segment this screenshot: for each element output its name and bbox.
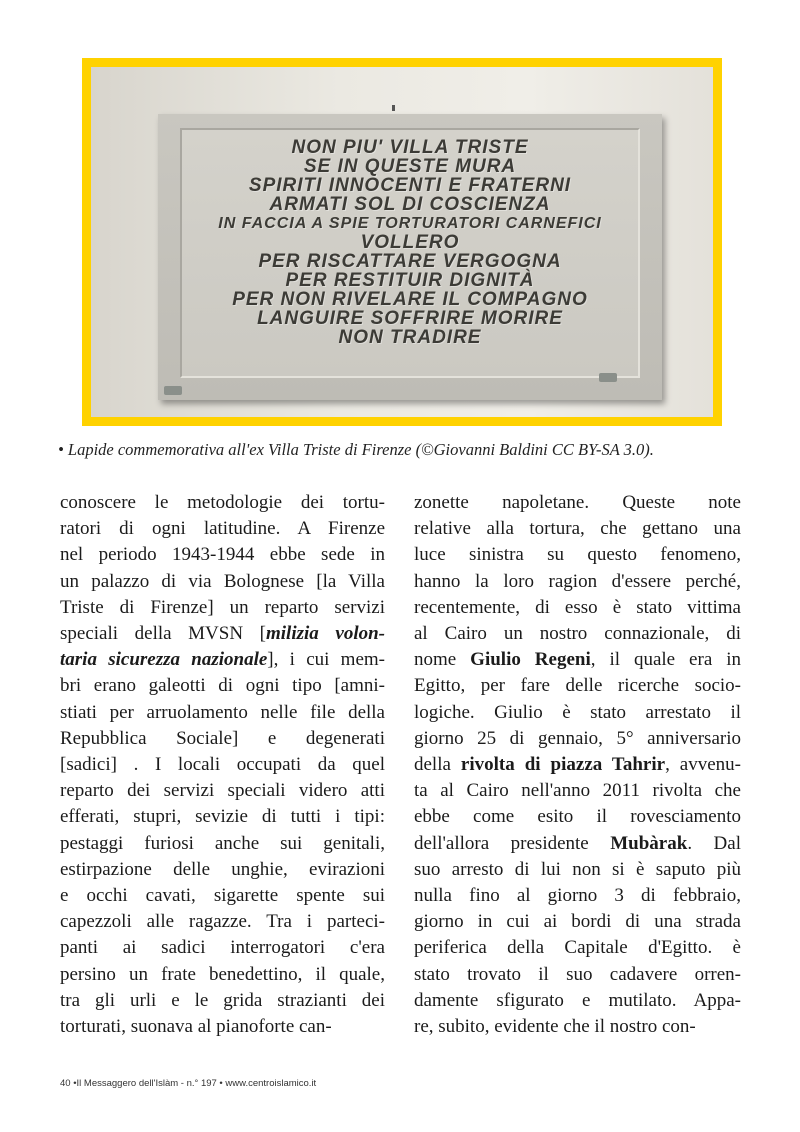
plaque-line: IN FACCIA A SPIE TORTURATORI CARNEFICI	[218, 215, 602, 232]
page-footer: 40 •Il Messaggero dell'Islàm - n.° 197 • www.centroislamico.it	[60, 1078, 317, 1089]
text-line	[60, 647, 385, 673]
text-line: luce sinistra su questo fenomeno,	[414, 544, 741, 566]
text-line: reparto dei servizi speciali videro atti	[60, 780, 385, 802]
text-line: giorno in cui ai bordi di una strada	[414, 911, 741, 933]
plaque-line: PER RISCATTARE VERGOGNA	[258, 251, 562, 272]
text-line: logiche. Giulio è stato arrestato il	[414, 701, 741, 723]
text-line: [sadici] . I locali occupati da quel	[60, 754, 385, 776]
text-line	[414, 831, 741, 857]
text-line: Egitto, per fare delle ricerche socio-	[414, 675, 741, 697]
text-line: estirpazione delle unghie, evirazioni	[60, 858, 385, 880]
text-line: periferica della Capitale d'Egitto. è	[414, 937, 741, 959]
text-line: e occhi cavati, sigarette spente sui	[60, 885, 385, 907]
plaque-line: ARMATI SOL DI COSCIENZA	[269, 194, 551, 215]
text-line: suo arresto di lui non si è saputo più	[414, 858, 741, 880]
plaque-line: VOLLERO	[360, 232, 460, 253]
text-line: capezzoli alle ragazze. Tra i parteci-	[60, 911, 385, 933]
text-run: . Dal	[687, 832, 741, 854]
text-line: hanno la loro ragion d'essere perché,	[414, 570, 741, 592]
text-line: tra gli urli e le grida strazianti dei	[60, 989, 385, 1011]
text-line: un palazzo di via Bolognese [la Villa	[60, 570, 385, 592]
text-line: persino un frate benedettino, il quale,	[60, 963, 385, 985]
plaque-line: PER RESTITUIR DIGNITÀ	[285, 270, 535, 291]
plaque-line: SE IN QUESTE MURA	[303, 156, 517, 177]
text-line: ebbe come esito il rovesciamento	[414, 806, 741, 828]
text-line: pestaggi furiosi anche sui genitali,	[60, 832, 385, 854]
article-column-right	[414, 490, 741, 1040]
text-line: giorno 25 di gennaio, 5° anniversario	[414, 727, 741, 749]
memorial-plaque	[158, 114, 662, 400]
plaque-line: SPIRITI INNOCENTI E FRATERNI	[248, 175, 572, 196]
plaque-line: LANGUIRE SOFFRIRE MORIRE	[257, 308, 563, 329]
text-line: nulla fino al giorno 3 di febbraio,	[414, 885, 741, 907]
text-line: panti ai sadici interrogatori c'era	[60, 937, 385, 959]
emphasis-tahrir: rivolta di piazza Tahrir	[460, 754, 666, 776]
photo-caption: • Lapide commemorativa all'ex Villa Triste di Firenze (©Giovanni Baldini CC BY-SA 3.0).	[58, 440, 654, 459]
text-line: re, subito, evidente che il nostro con-	[414, 1016, 696, 1038]
emphasis-giulio-regeni: Giulio Regeni	[470, 649, 591, 671]
text-line: stato trovato il suo cadavere orren-	[414, 963, 741, 985]
text-run: speciali della MVSN [	[60, 623, 266, 645]
plaque-inscription	[182, 138, 638, 347]
text-run: ], i cui mem-	[267, 649, 385, 671]
text-line: torturati, suonava al pianoforte can-	[60, 1016, 332, 1038]
text-line: Repubblica Sociale] e degenerati	[60, 727, 385, 749]
text-line: Triste di Firenze] un reparto servizi	[60, 596, 385, 618]
text-line: stiati per arruolamento nelle file della	[60, 701, 385, 723]
text-run: nome	[414, 649, 471, 671]
text-line: damente sfigurato e mutilato. Appa-	[414, 989, 741, 1011]
text-run: della	[414, 754, 461, 776]
article-column-left	[60, 490, 385, 1040]
text-line: relative alla tortura, che gettano una	[414, 518, 741, 540]
text-line: efferati, stupri, sevizie di tutti i tipi:	[60, 806, 385, 828]
text-line: conoscere le metodologie dei tortu-	[60, 492, 385, 513]
emphasis-sicurezza: taria sicurezza nazionale	[60, 649, 268, 671]
text-line	[414, 752, 741, 778]
text-run: , il quale era in	[590, 649, 741, 671]
plaque-line: PER NON RIVELARE IL COMPAGNO	[232, 289, 588, 310]
text-line: ta al Cairo nell'anno 2011 rivolta che	[414, 780, 741, 802]
text-line: recentemente, di esso è stato vittima	[414, 596, 741, 618]
emphasis-mubarak: Mubàrak	[610, 832, 688, 854]
plaque-line: NON TRADIRE	[338, 327, 482, 348]
text-line: zonette napoletane. Queste note	[414, 492, 741, 513]
bracket-left-icon	[164, 386, 182, 395]
text-line: bri erano galeotti di ogni tipo [amni-	[60, 675, 385, 697]
text-line	[60, 621, 385, 647]
text-run: , avvenu-	[665, 754, 741, 776]
bracket-right-icon	[599, 373, 617, 382]
text-line: ratori di ogni latitudine. A Firenze	[60, 518, 385, 540]
text-line: al Cairo un nostro connazionale, di	[414, 623, 741, 645]
plaque-photo	[82, 58, 722, 426]
text-line: nel periodo 1943-1944 ebbe sede in	[60, 544, 385, 566]
text-run: dell'allora presidente	[414, 832, 611, 854]
plaque-inner-panel	[180, 128, 640, 378]
plaque-line: NON PIU' VILLA TRISTE	[291, 137, 529, 158]
nail-icon	[392, 105, 395, 111]
emphasis-milizia: milizia volon-	[266, 623, 385, 645]
text-line	[414, 647, 741, 673]
